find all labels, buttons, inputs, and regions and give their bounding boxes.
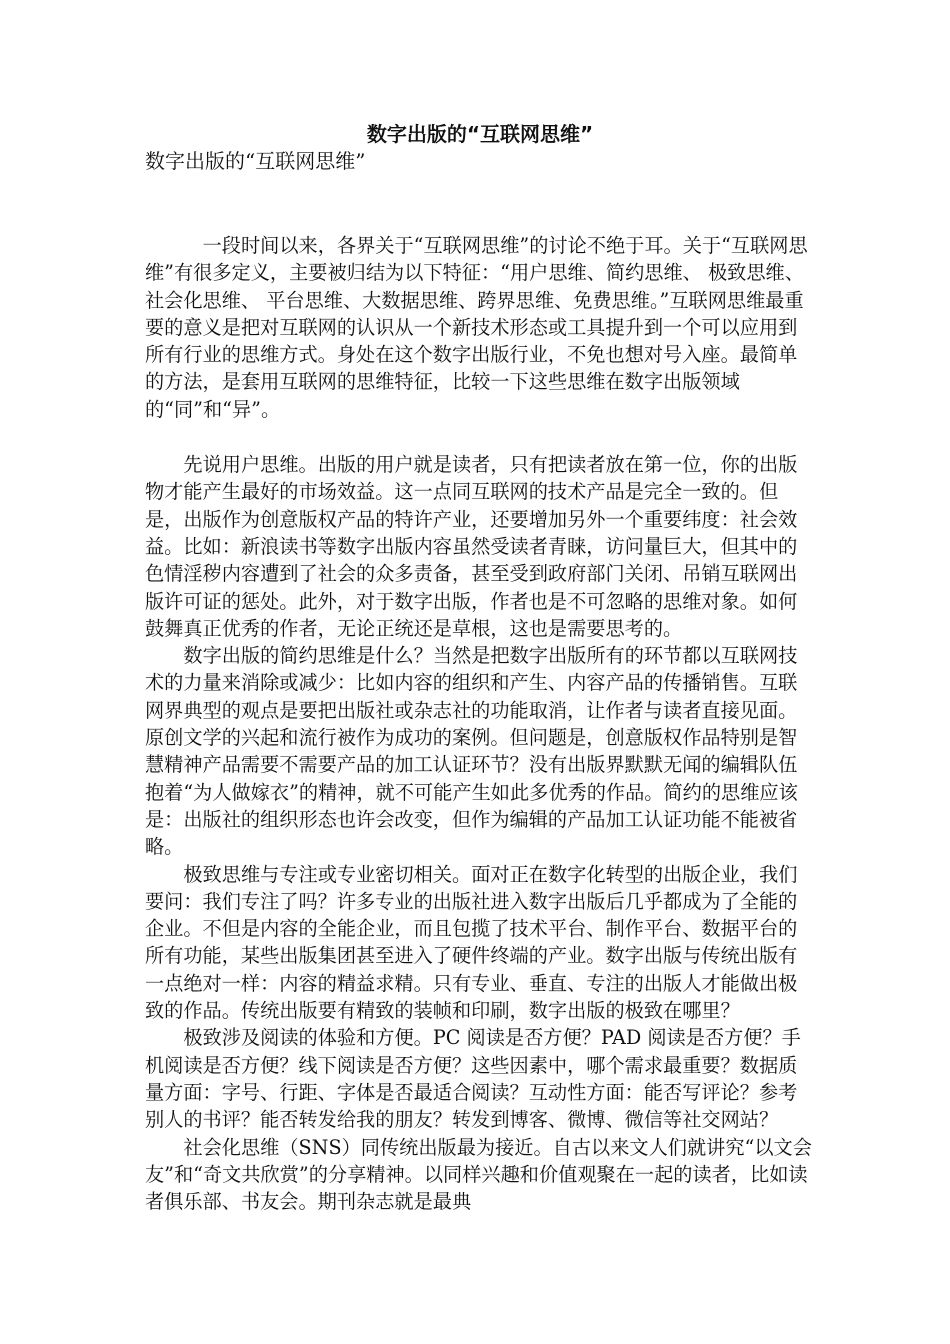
spacer: [145, 423, 815, 451]
paragraph-simple-thinking: 数字出版的简约思维是什么？当然是把数字出版所有的环节都以互联网技术的力量来消除或减少：比如内容的组织和产生、内容产品的传播销售。互联网界典型的观点是要把出版社或杂志社的功能取消，让作者与读者直接见面。原创文学的兴起和流行被作为成功的案例。但问题是，创意版权作品特别是智慧精神产品需要不需要产品的加工认证环节？没有出版界默默无闻的编辑队伍抱着“为人做嫁衣”的精神，就不可能产生如此多优秀的作品。简约的思维应该是：出版社的组织形态也许会改变，但作为编辑的产品加工认证功能不能被省略。: [145, 644, 798, 859]
paragraph-social-thinking: 社会化思维（SNS）同传统出版最为接近。自古以来文人们就讲究“以文会友”和“奇文共欣赏”的分享精神。以同样兴趣和价值观聚在一起的读者，比如读者俱乐部、书友会。期刊杂志就是最典: [145, 1135, 812, 1214]
paragraph-reading-experience: 极致涉及阅读的体验和方便。PC 阅读是否方便？PAD 阅读是否方便？手机阅读是否方便？线下阅读是否方便？这些因素中，哪个需求最重要？数据质量方面：字号、行距、字体是否最适合阅读？互动性方面：能否写评论？参考别人的书评？能否转发给我的朋友？转发到博客、微博、微信等社交网站？: [145, 1026, 801, 1132]
document-page: [145, 120, 815, 1215]
spacer: [145, 204, 815, 232]
document-subtitle: 数字出版的“互联网思维”: [145, 149, 366, 173]
paragraph-intro: 一段时间以来，各界关于“互联网思维”的讨论不绝于耳。关于“互联网思维”有很多定义，主要被归结为以下特征：“用户思维、简约思维、 极致思维、 社会化思维、 平台思维、大数据思维、跨界思维、免费思维。”互联网思维最重要的意义是把对互联网的认识从一个新技术形态或工具提升到一个可以应用到所有行业的思维方式。身处在这个数字出版行业，不免也想对号入座。最简单的方法，是套用互联网的思维特征，比较一下这些思维在数字出版领域的“同”和“异”。: [145, 234, 808, 421]
document-title: 数字出版的“互联网思维”: [366, 122, 594, 146]
paragraph-extreme-thinking: 极致思维与专注或专业密切相关。面对正在数字化转型的出版企业，我们要问：我们专注了吗？许多专业的出版社进入数字出版后几乎都成为了全能的企业。不但是内容的全能企业，而且包揽了技术平台、制作平台、数据平台的所有功能，某些出版集团甚至进入了硬件终端的产业。数字出版与传统出版有一点绝对一样：内容的精益求精。只有专业、垂直、专注的出版人才能做出极致的作品。传统出版要有精致的装帧和印刷，数字出版的极致在哪里？: [145, 862, 798, 1023]
paragraph-user-thinking: 先说用户思维。出版的用户就是读者，只有把读者放在第一位，你的出版物才能产生最好的市场效益。这一点同互联网的技术产品是完全一致的。但是，出版作为创意版权产品的特许产业，还要增加另外一个重要纬度：社会效益。比如：新浪读书等数字出版内容虽然受读者青睐，访问量巨大，但其中的色情淫秽内容遭到了社会的众多责备，甚至受到政府部门关闭、吊销互联网出版许可证的惩处。此外，对于数字出版，作者也是不可忽略的思维对象。如何鼓舞真正优秀的作者，无论正统还是草根，这也是需要思考的。: [145, 453, 798, 640]
